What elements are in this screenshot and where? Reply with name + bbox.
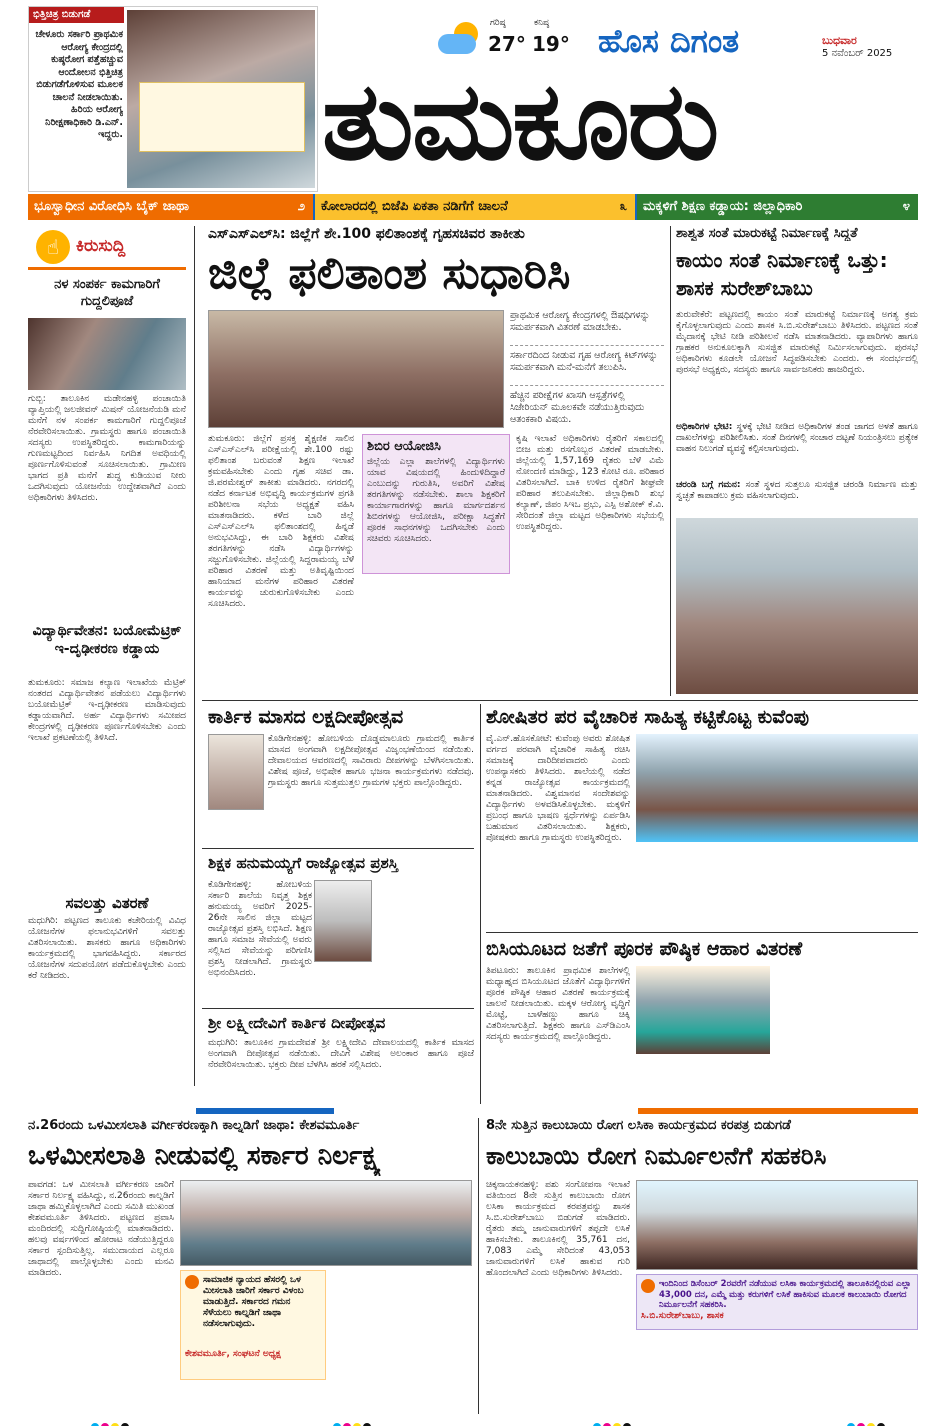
photo-box (28, 6, 318, 192)
lead-box (362, 434, 510, 574)
kiru-headline-1: ನಳ ಸಂಪರ್ಕ ಕಾಮಗಾರಿಗೆ ಗುದ್ದಲಿಪೂಜೆ (54, 277, 160, 309)
lead-bullet: ಸರ್ಕಾರದಿಂದ ನೀಡುವ ಗೃಹ ಆರೋಗ್ಯ ಕಿಟ್‌ಗಳನ್ನು ಸಮರ್ಪಕವಾಗಿ ಮನೆ-ಮನೆಗೆ ತಲುಪಿಸಿ. (510, 350, 664, 386)
teaser-page: ೩ (619, 199, 627, 214)
olameesalu-photo (180, 1180, 472, 1266)
olameesalu-quote-box (180, 1270, 326, 1380)
olameesalu-body: ಪಾವಗಡ: ಒಳ ಮೀಸಲಾತಿ ವರ್ಗೀಕರಣ ಜಾರಿಗೆ ಸರ್ಕಾರ ನಿರ್ಲಕ್ಷ್ಯ ವಹಿಸಿದ್ದು, ನ.26ರಂದು ಕಾಲ್ನಡಿಗೆ ಜಾಥಾ ಹಮ್ಮಿಕೊಳ್ಳಲಾಗಿದೆ ಎಂದು ಸಮಿತಿ ಮುಖಂಡ ಕೇಶವಮೂರ್ತಿ ತಿಳಿಸಿದರು. ಪಟ್ಟಣದ ಪ್ರವಾಸಿ ಮಂದಿರದಲ್ಲಿ ಸುದ್ದಿಗೋಷ್ಠಿಯಲ್ಲಿ ಮಾತನಾಡಿದರು. ಹಲವು ವರ್ಷಗಳಿಂದ ಹೋರಾಟ ನಡೆಯುತ್ತಿದ್ದರೂ ಸರ್ಕಾರ ಸ್ಪಂದಿಸುತ್ತಿಲ್ಲ. ಸಮುದಾಯದ ಎಲ್ಲರೂ ಜಾಥಾದಲ್ಲಿ ಪಾಲ್ಗೊಳ್ಳಬೇಕು ಎಂದು ಮನವಿ ಮಾಡಿದರು. (28, 1180, 174, 1278)
weather-max-label: ಗರಿಷ್ಠ (490, 18, 506, 28)
print-marks (90, 1416, 150, 1426)
print-marks (332, 1416, 392, 1426)
olameesalu-quote-by: ಕೇಶವಮೂರ್ತಿ, ಸಂಘಟನೆ ಅಧ್ಯಕ್ಷ (185, 1349, 281, 1359)
hand-icon: ☝ (36, 230, 70, 264)
teaser-text: ಕೋಲಾರದಲ್ಲಿ ಬಿಜೆಪಿ ಏಕತಾ ನಡಿಗೆಗೆ ಚಾಲನೆ (321, 199, 508, 214)
paper-logo: ಹೊಸ ದಿಗಂತ (598, 22, 740, 60)
santhe-photo (676, 518, 918, 694)
kalubai-body-cont (636, 1334, 918, 1412)
kuvempu-photo (636, 734, 918, 842)
karthika-photo (208, 734, 264, 810)
lakshmi-story (202, 1012, 474, 1104)
lead-bullets (510, 310, 664, 428)
print-marks (592, 1416, 652, 1426)
santhe-body: ತುರುವೇಕೆರೆ: ಪಟ್ಟಣದಲ್ಲಿ ಕಾಯಂ ಸಂತೆ ಮಾರುಕಟ್ಟೆ ನಿರ್ಮಾಣಕ್ಕೆ ಅಗತ್ಯ ಕ್ರಮ ಕೈಗೊಳ್ಳಲಾಗುವುದು ಎಂದು ಶಾಸಕ ಸಿ.ಬಿ.ಸುರೇಶ್‌ಬಾಬು ತಿಳಿಸಿದರು. ಪಟ್ಟಣದ ಸಂತೆ ಮೈದಾನಕ್ಕೆ ಭೇಟಿ ನೀಡಿ ಪರಿಶೀಲನೆ ನಡೆಸಿ ಮಾತನಾಡಿದರು. ವ್ಯಾಪಾರಿಗಳು ಹಾಗೂ ಗ್ರಾಹಕರ ಅನುಕೂಲಕ್ಕಾಗಿ ಸುಸಜ್ಜಿತ ಮಾರುಕಟ್ಟೆ ನಿರ್ಮಿಸಲಾಗುವುದು. ಪುರಸಭೆ ಅಧಿಕಾರಿಗಳು ಕೂಡಲೇ ಯೋಜನೆ ಸಿದ್ಧಪಡಿಸಬೇಕು ಎಂದರು. ಈ ಸಂದರ್ಭದಲ್ಲಿ ಪುರಸಭೆ ಅಧ್ಯಕ್ಷರು, ಸದಸ್ಯರು ಹಾಗೂ ಸಾರ್ವಜನಿಕರು ಹಾಜರಿದ್ದರು. (676, 310, 918, 375)
masthead-city: ತುಮಕೂರು (322, 59, 718, 184)
lead-box-title: ಶಿಬಿರ ಆಯೋಜಿಸಿ (367, 439, 441, 454)
print-marks (846, 1416, 906, 1426)
shikshaka-headline: ಶಿಕ್ಷಕ ಹನುಮಯ್ಯಗೆ ರಾಜ್ಯೋತ್ಸವ ಪ್ರಶಸ್ತಿ (208, 854, 399, 872)
lead-bullet: ಹೆಚ್ಚಿನ ಪರೀಕ್ಷೆಗಳ ಖಾಸಗಿ ಆಸ್ಪತ್ರೆಗಳಲ್ಲಿ ಸಿಜೇರಿಯನ್ ಮೂಲಕವೇ ನಡೆಯುತ್ತಿರುವುದು ಆತಂಕಕಾರಿ ವಿಷಯ. (510, 390, 645, 425)
santhe-sub1 (676, 422, 918, 478)
kiru-brand-label: ಕಿರುಸುದ್ದಿ (76, 236, 126, 256)
olameesalu-headline: ಒಳಮೀಸಲಾತಿ ನೀಡುವಲ್ಲಿ ಸರ್ಕಾರ ನಿರ್ಲಕ್ಷ್ಯ (28, 1141, 382, 1171)
bisiyoota-headline: ಬಿಸಿಯೂಟದ ಜತೆಗೆ ಪೂರಕ ಪೌಷ್ಠಿಕ ಆಹಾರ ವಿತರಣೆ (486, 938, 803, 960)
santhe-sub2-text: ಸಂತೆ ಸ್ಥಳದ ಸುತ್ತಲೂ ಸುಸಜ್ಜಿತ ಚರಂಡಿ ನಿರ್ಮಾಣ ಮತ್ತು ಸ್ವಚ್ಛತೆ ಕಾಪಾಡಲು ಕ್ರಮ ವಹಿಸಲಾಗುವುದು. (676, 480, 918, 501)
santhe-sub2-label: ಚರಂಡಿ ಬಗ್ಗೆ ಗಮನ: (676, 480, 746, 490)
weather-max: 27° (488, 32, 526, 56)
olameesalu-quote: ಸಾಮಾಜಿಕ ನ್ಯಾಯದ ಹೆಸರಲ್ಲಿ ಒಳ ಮೀಸಲಾತಿ ಜಾರಿಗೆ ಸರ್ಕಾರ ವಿಳಂಬ ಮಾಡುತ್ತಿದೆ. ಸರ್ಕಾರದ ಗಮನ ಸೆಳೆಯಲು ಕಾಲ್ನಡಿಗೆ ಜಾಥಾ ನಡೆಸಲಾಗುವುದು. (203, 1275, 304, 1329)
lead-headline: ಜಿಲ್ಲೆ ಫಲಿತಾಂಶ ಸುಧಾರಿಸಿ (208, 248, 571, 299)
kiru-body-3: ಮಧುಗಿರಿ: ಪಟ್ಟಣದ ತಾಲೂಕು ಕಚೇರಿಯಲ್ಲಿ ವಿವಿಧ ಯೋಜನೆಗಳ ಫಲಾನುಭವಿಗಳಿಗೆ ಸವಲತ್ತು ವಿತರಿಸಲಾಯಿತು. ಶಾಸಕರು ಹಾಗೂ ಅಧಿಕಾರಿಗಳು ಕಾರ್ಯಕ್ರಮದಲ್ಲಿ ಭಾಗವಹಿಸಿದ್ದರು. ಸರ್ಕಾರದ ಯೋಜನೆಗಳ ಸದುಪಯೋಗ ಪಡೆದುಕೊಳ್ಳಬೇಕು ಎಂದು ಕರೆ ನೀಡಿದರು. (28, 916, 186, 981)
lead-kicker: ಎಸ್‌ಎಸ್‌ಎಲ್‌ಸಿ: ಜಿಲ್ಲೆಗೆ ಶೇ.100 ಫಲಿತಾಂಶಕ್ಕೆ ಗೃಹಸಚಿವರ ತಾಕೀತು (208, 226, 525, 242)
bisiyoota-photo (636, 966, 770, 1054)
kalubai-headline: ಕಾಲುಬಾಯಿ ರೋಗ ನಿರ್ಮೂಲನೆಗೆ ಸಹಕರಿಸಿ (486, 1142, 827, 1170)
photo-box-image (127, 10, 315, 188)
kalubai-quote-by: ಸಿ.ಬಿ.ಸುರೇಶ್‌ಬಾಬು, ಶಾಸಕ (641, 1311, 724, 1321)
quote-icon (185, 1275, 199, 1289)
lead-bullet: ಪ್ರಾಥಮಿಕ ಆರೋಗ್ಯ ಕೇಂದ್ರಗಳಲ್ಲಿ ಔಷಧಿಗಳನ್ನು ಸಮರ್ಪಕವಾಗಿ ವಿತರಣೆ ಮಾಡಬೇಕು. (510, 310, 664, 346)
section-bar (196, 1108, 334, 1114)
masthead-date: 5 ನವೆಂಬರ್ 2025 (822, 48, 893, 59)
kiru-headline-2: ವಿದ್ಯಾರ್ಥಿವೇತನ: ಬಯೋಮೆಟ್ರಿಕ್ ಇ-ದೃಢೀಕರಣ ಕಡ್ಡಾಯ (32, 623, 182, 657)
lakshmi-headline: ಶ್ರೀ ಲಕ್ಷ್ಮೀದೇವಿಗೆ ಕಾರ್ತಿಕ ದೀಪೋತ್ಸವ (208, 1014, 386, 1032)
lead-photo (208, 310, 504, 428)
teaser-item[interactable] (637, 194, 918, 220)
cloud-sun-icon (436, 22, 482, 56)
kalubai-kicker: 8ನೇ ಸುತ್ತಿನ ಕಾಲುಬಾಯಿ ರೋಗ ಲಸಿಕಾ ಕಾರ್ಯಕ್ರಮದ ಕರಪತ್ರ ಬಿಡುಗಡೆ (486, 1118, 791, 1133)
karthika-body: ಕೊಡಿಗೇನಹಳ್ಳಿ: ಹೋಬಳಿಯ ದೊಡ್ಡಮಾಲೂರು ಗ್ರಾಮದಲ್ಲಿ ಕಾರ್ತಿಕ ಮಾಸದ ಅಂಗವಾಗಿ ಲಕ್ಷದೀಪೋತ್ಸವ ವಿಜೃಂಭಣೆಯಿಂದ ನಡೆಯಿತು. ದೇವಾಲಯದ ಆವರಣದಲ್ಲಿ ಸಾವಿರಾರು ದೀಪಗಳನ್ನು ಬೆಳಗಿಸಲಾಯಿತು. ವಿಶೇಷ ಪೂಜೆ, ಅಭಿಷೇಕ ಹಾಗೂ ಭಜನಾ ಕಾರ್ಯಕ್ರಮಗಳು ನಡೆದವು. ಗ್ರಾಮಸ್ಥರು ಹಾಗೂ ಸುತ್ತಮುತ್ತಲ ಗ್ರಾಮಗಳ ಭಕ್ತರು ಪಾಲ್ಗೊಂಡಿದ್ದರು. (268, 734, 474, 788)
teaser-text: ಮಕ್ಕಳಿಗೆ ಶಿಕ್ಷಣ ಕಡ್ಡಾಯ: ಜಿಲ್ಲಾಧಿಕಾರಿ (643, 199, 803, 214)
kalubai-quote: ಇಂದಿನಿಂದ ಡಿಸೆಂಬರ್ 2ರವರೆಗೆ ನಡೆಯುವ ಲಸಿಕಾ ಕಾರ್ಯಕ್ರಮದಲ್ಲಿ ತಾಲೂಕಿನಲ್ಲಿರುವ ಎಲ್ಲಾ 43,000 ದನ, ಎಮ್ಮೆ ಮತ್ತು ಕರುಗಳಿಗೆ ಲಸಿಕೆ ಹಾಕಿಸುವ ಮೂಲಕ ಕಾಲುಬಾಯಿ ರೋಗದ ನಿರ್ಮೂಲನೆಗೆ ಸಹಕರಿಸಿ. (659, 1279, 912, 1310)
weather-min-label: ಕನಿಷ್ಠ (534, 18, 550, 28)
santhe-sub1-label: ಅಧಿಕಾರಿಗಳ ಭೇಟಿ: (676, 422, 737, 432)
santhe-sub1-text: ಸ್ಥಳಕ್ಕೆ ಭೇಟಿ ನೀಡಿದ ಅಧಿಕಾರಿಗಳ ತಂಡ ಜಾಗದ ಅಳತೆ ಹಾಗೂ ದಾಖಲೆಗಳನ್ನು ಪರಿಶೀಲಿಸಿತು. ಸಂತೆ ದಿನಗಳಲ್ಲಿ ಸಂಚಾರ ದಟ್ಟಣೆ ನಿಯಂತ್ರಿಸಲು ಪ್ರತ್ಯೇಕ ವಾಹನ ನಿಲುಗಡೆ ವ್ಯವಸ್ಥೆ ಕಲ್ಪಿಸಲಾಗುವುದು. (676, 422, 918, 454)
kuvempu-headline: ಶೋಷಿತರ ಪರ ವೈಚಾರಿಕ ಸಾಹಿತ್ಯ ಕಟ್ಟಿಕೊಟ್ಟ ಕುವೆಂಪು (486, 706, 810, 728)
bisiyoota-side (776, 966, 918, 1102)
section-rule (202, 700, 918, 701)
quote-icon (641, 1279, 655, 1293)
column-divider (478, 1118, 479, 1414)
santhe-sub2 (676, 480, 918, 512)
santhe-story (676, 226, 918, 696)
santhe-headline: ಕಾಯಂ ಸಂತೆ ನಿರ್ಮಾಣಕ್ಕೆ ಒತ್ತು: ಶಾಸಕ ಸುರೇಶ್‌ಬಾಬು (676, 248, 888, 300)
shikshaka-story (202, 852, 474, 1006)
kuvempu-body: ವೈ.ಎನ್.ಹೊಸಕೋಟೆ: ಕುವೆಂಪು ಅವರು ಶೋಷಿತ ವರ್ಗದ ಪರವಾಗಿ ವೈಚಾರಿಕ ಸಾಹಿತ್ಯ ರಚಿಸಿ ಸಮಾಜಕ್ಕೆ ದಾರಿದೀಪವಾದರು ಎಂದು ಉಪನ್ಯಾಸಕರು ತಿಳಿಸಿದರು. ಶಾಲೆಯಲ್ಲಿ ನಡೆದ ಕನ್ನಡ ರಾಜ್ಯೋತ್ಸವ ಕಾರ್ಯಕ್ರಮದಲ್ಲಿ ಮಾತನಾಡಿದರು. ವಿಶ್ವಮಾನವ ಸಂದೇಶವನ್ನು ವಿದ್ಯಾರ್ಥಿಗಳು ಅಳವಡಿಸಿಕೊಳ್ಳಬೇಕು. ಮಕ್ಕಳಿಗೆ ಪ್ರಬಂಧ ಹಾಗೂ ಭಾಷಣ ಸ್ಪರ್ಧೆಗಳನ್ನು ಏರ್ಪಡಿಸಿ ಬಹುಮಾನ ವಿತರಿಸಲಾಯಿತು. ಶಿಕ್ಷಕರು, ಪೋಷಕರು ಹಾಗೂ ಗ್ರಾಮಸ್ಥರು ಉಪಸ್ಥಿತರಿದ್ದರು. (486, 734, 630, 843)
lead-body-2: ಕೃಷಿ ಇಲಾಖೆ ಅಧಿಕಾರಿಗಳು ರೈತರಿಗೆ ಸಕಾಲದಲ್ಲಿ ಬೀಜ ಮತ್ತು ರಸಗೊಬ್ಬರ ವಿತರಣೆ ಮಾಡಬೇಕು. ಜಿಲ್ಲೆಯಲ್ಲಿ 1,57,169 ರೈತರು ಬೆಳೆ ವಿಮೆ ನೋಂದಣಿ ಮಾಡಿದ್ದು, 123 ಕೋಟಿ ರೂ. ಪರಿಹಾರ ವಿತರಿಸಲಾಗಿದೆ. ಬಾಕಿ ಉಳಿದ ರೈತರಿಗೆ ಶೀಘ್ರವೇ ಪರಿಹಾರ ತಲುಪಿಸಬೇಕು. ಜಿಲ್ಲಾಧಿಕಾರಿ ಶುಭ ಕಲ್ಯಾಣ್, ಜಿಪಂ ಸಿಇಒ ಪ್ರಭು, ಎಸ್ಪಿ ಅಶೋಕ್ ಕೆ.ವಿ. ಸೇರಿದಂತೆ ಜಿಲ್ಲಾ ಮಟ್ಟದ ಅಧಿಕಾರಿಗಳು ಸಭೆಯಲ್ಲಿ ಉಪಸ್ಥಿತರಿದ್ದರು. (516, 434, 664, 532)
section-bar (638, 1108, 918, 1114)
kiru-body-2: ತುಮಕೂರು: ಸಮಾಜ ಕಲ್ಯಾಣ ಇಲಾಖೆಯ ಮೆಟ್ರಿಕ್ ನಂತರದ ವಿದ್ಯಾರ್ಥಿವೇತನ ಪಡೆಯಲು ವಿದ್ಯಾರ್ಥಿಗಳು ಬಯೋಮೆಟ್ರಿಕ್ ಇ-ದೃಢೀಕರಣ ಮಾಡಿಸುವುದು ಕಡ್ಡಾಯವಾಗಿದೆ. ಅರ್ಹ ವಿದ್ಯಾರ್ಥಿಗಳು ಸಮೀಪದ ಕೇಂದ್ರಗಳಲ್ಲಿ ದೃಢೀಕರಣ ಪೂರ್ಣಗೊಳಿಸಬೇಕು ಎಂದು ಇಲಾಖೆ ಪ್ರಕಟಣೆಯಲ್ಲಿ ತಿಳಿಸಿದೆ. (28, 678, 186, 743)
kiru-body-1: ಗುಬ್ಬಿ: ತಾಲೂಕಿನ ಮಡೇನಹಳ್ಳಿ ಪಂಚಾಯಿತಿ ವ್ಯಾಪ್ತಿಯಲ್ಲಿ ಜಲಜೀವನ್ ಮಿಷನ್ ಯೋಜನೆಯಡಿ ಮನೆ ಮನೆಗೆ ನಳ ಸಂಪರ್ಕ ಕಾಮಗಾರಿಗೆ ಗುದ್ದಲಿಪೂಜೆ ನೆರವೇರಿಸಲಾಯಿತು. ಗ್ರಾಮಸ್ಥರು ಹಾಗೂ ಪಂಚಾಯಿತಿ ಸದಸ್ಯರು ಉಪಸ್ಥಿತರಿದ್ದರು. ಕಾಮಗಾರಿಯನ್ನು ಗುಣಮಟ್ಟದಿಂದ ನಿರ್ವಹಿಸಿ ನಿಗದಿತ ಅವಧಿಯಲ್ಲಿ ಪೂರ್ಣಗೊಳಿಸುವಂತೆ ಸೂಚಿಸಲಾಯಿತು. ಗ್ರಾಮೀಣ ಭಾಗದ ಪ್ರತಿ ಮನೆಗೆ ಶುದ್ಧ ಕುಡಿಯುವ ನೀರು ಒದಗಿಸುವುದು ಯೋಜನೆಯ ಉದ್ದೇಶವಾಗಿದೆ ಎಂದು ಅಧಿಕಾರಿಗಳು ತಿಳಿಸಿದರು. (28, 394, 186, 503)
karthika-headline: ಕಾರ್ತಿಕ ಮಾಸದ ಲಕ್ಷದೀಪೋತ್ಸವ (208, 706, 404, 728)
teaser-page: ೪ (902, 199, 910, 214)
kuvempu-body-cont (636, 846, 918, 926)
lead-story (202, 226, 664, 696)
kiru-suddi-column (28, 226, 186, 1086)
olameesalu-body-cont (332, 1270, 472, 1412)
kalubai-body: ಚಿಕ್ಕನಾಯಕನಹಳ್ಳಿ: ಪಶು ಸಂಗೋಪನಾ ಇಲಾಖೆ ವತಿಯಿಂದ 8ನೇ ಸುತ್ತಿನ ಕಾಲುಬಾಯಿ ರೋಗ ಲಸಿಕಾ ಕಾರ್ಯಕ್ರಮದ ಕರಪತ್ರವನ್ನು ಶಾಸಕ ಸಿ.ಬಿ.ಸುರೇಶ್‌ಬಾಬು ಬಿಡುಗಡೆ ಮಾಡಿದರು. ರೈತರು ತಮ್ಮ ಜಾನುವಾರುಗಳಿಗೆ ತಪ್ಪದೇ ಲಸಿಕೆ ಹಾಕಿಸಬೇಕು. ತಾಲೂಕಿನಲ್ಲಿ 35,761 ದನ, 7,083 ಎಮ್ಮೆ ಸೇರಿದಂತೆ 43,053 ಜಾನುವಾರುಗಳಿಗೆ ಲಸಿಕೆ ಹಾಕುವ ಗುರಿ ಹೊಂದಲಾಗಿದೆ ಎಂದು ಅಧಿಕಾರಿಗಳು ತಿಳಿಸಿದರು. (486, 1180, 630, 1278)
column-divider (194, 226, 195, 1086)
kiru-headline-3: ಸವಲತ್ತು ವಿತರಣೆ (65, 894, 149, 912)
column-divider (480, 704, 481, 1104)
photo-box-caption: ಚೇಳೂರು ಸರ್ಕಾರಿ ಪ್ರಾಥಮಿಕ ಆರೋಗ್ಯ ಕೇಂದ್ರದಲ್ಲಿ ಕುಷ್ಠರೋಗ ಪತ್ತೆಹಚ್ಚುವ ಆಂದೋಲನ ಭಿತ್ತಿಚಿತ್ರ ಬಿಡುಗಡೆಗೊಳಿಸುವ ಮೂಲಕ ಚಾಲನೆ ನೀಡಲಾಯಿತು. ಹಿರಿಯ ಆರೋಗ್ಯ ನಿರೀಕ್ಷಣಾಧಿಕಾರಿ ಡಿ.ಎನ್. ಇದ್ದರು. (35, 29, 123, 140)
teaser-item[interactable] (315, 194, 635, 220)
kuvempu-story (486, 704, 918, 930)
kalubai-photo (636, 1180, 918, 1270)
lead-box-text: ಜಿಲ್ಲೆಯ ಎಲ್ಲಾ ಶಾಲೆಗಳಲ್ಲಿ ವಿದ್ಯಾರ್ಥಿಗಳು ಯಾವ ವಿಷಯದಲ್ಲಿ ಹಿಂದುಳಿದಿದ್ದಾರೆ ಎಂಬುದನ್ನು ಗುರುತಿಸಿ, ಅವರಿಗೆ ವಿಶೇಷ ತರಗತಿಗಳನ್ನು ನಡೆಸಬೇಕು. ಶಾಲಾ ಶಿಕ್ಷಕರಿಗೆ ಕಾರ್ಯಾಗಾರಗಳನ್ನು ಹಾಗೂ ಮಾರ್ಗದರ್ಶನ ಶಿಬಿರಗಳನ್ನು ಆಯೋಜಿಸಿ, ಪರೀಕ್ಷಾ ಸಿದ್ಧತೆಗೆ ಪೂರಕ ಸಾಧನಗಳನ್ನು ಒದಗಿಸಬೇಕು ಎಂದು ಸಚಿವರು ಸೂಚಿಸಿದರು. (367, 457, 505, 544)
kalubai-story (486, 1118, 918, 1414)
photo-box-tag: ಭಿತ್ತಿಚಿತ್ರ ಬಿಡುಗಡೆ (29, 7, 124, 23)
weather-min: 19° (532, 32, 570, 56)
bisiyoota-story (486, 936, 918, 1104)
masthead-day: ಬುಧವಾರ (822, 34, 857, 47)
karthika-story (202, 704, 474, 844)
santhe-kicker: ಶಾಶ್ವತ ಸಂತೆ ಮಾರುಕಟ್ಟೆ ನಿರ್ಮಾಣಕ್ಕೆ ಸಿದ್ಧತೆ (676, 226, 858, 241)
column-divider (670, 226, 671, 696)
lakshmi-body: ಮಧುಗಿರಿ: ತಾಲೂಕಿನ ಗ್ರಾಮದೇವತೆ ಶ್ರೀ ಲಕ್ಷ್ಮೀದೇವಿ ದೇವಾಲಯದಲ್ಲಿ ಕಾರ್ತಿಕ ಮಾಸದ ಅಂಗವಾಗಿ ದೀಪೋತ್ಸವ ನಡೆಯಿತು. ದೇವಿಗೆ ವಿಶೇಷ ಅಲಂಕಾರ ಹಾಗೂ ಪೂಜೆ ನೆರವೇರಿಸಲಾಯಿತು. ಭಕ್ತರು ದೀಪ ಬೆಳಗಿಸಿ ಹರಕೆ ಸಲ್ಲಿಸಿದರು. (208, 1038, 474, 1070)
teaser-item[interactable] (28, 194, 313, 220)
teaser-page: ೨ (297, 199, 305, 214)
olameesalu-story (28, 1118, 472, 1414)
weather-widget (436, 18, 570, 60)
teaser-strip (28, 194, 918, 220)
kiru-photo (28, 318, 186, 390)
bisiyoota-body: ತಿಪಟೂರು: ತಾಲೂಕಿನ ಪ್ರಾಥಮಿಕ ಶಾಲೆಗಳಲ್ಲಿ ಮಧ್ಯಾಹ್ನದ ಬಿಸಿಯೂಟದ ಜೊತೆಗೆ ವಿದ್ಯಾರ್ಥಿಗಳಿಗೆ ಪೂರಕ ಪೌಷ್ಠಿಕ ಆಹಾರ ವಿತರಣೆ ಕಾರ್ಯಕ್ರಮಕ್ಕೆ ಚಾಲನೆ ನೀಡಲಾಯಿತು. ಮಕ್ಕಳ ಆರೋಗ್ಯ ವೃದ್ಧಿಗೆ ಮೊಟ್ಟೆ, ಬಾಳೆಹಣ್ಣು ಹಾಗೂ ಚಿಕ್ಕಿ ವಿತರಿಸಲಾಗುತ್ತಿದೆ. ಶಿಕ್ಷಕರು ಹಾಗೂ ಎಸ್‌ಡಿಎಂಸಿ ಸದಸ್ಯರು ಕಾರ್ಯಕ್ರಮದಲ್ಲಿ ಪಾಲ್ಗೊಂಡಿದ್ದರು. (486, 966, 630, 1042)
lead-body-1: ತುಮಕೂರು: ಜಿಲ್ಲೆಗೆ ಪ್ರಸಕ್ತ ಶೈಕ್ಷಣಿಕ ಸಾಲಿನ ಎಸ್‌ಎಸ್‌ಎಲ್‌ಸಿ ಪರೀಕ್ಷೆಯಲ್ಲಿ ಶೇ.100 ರಷ್ಟು ಫಲಿತಾಂಶ ಬರುವಂತೆ ಶಿಕ್ಷಣ ಇಲಾಖೆ ಕ್ರಮವಹಿಸಬೇಕು ಎಂದು ಗೃಹ ಸಚಿವ ಡಾ. ಜಿ.ಪರಮೇಶ್ವರ್ ತಾಕೀತು ಮಾಡಿದರು. ನಗರದಲ್ಲಿ ನಡೆದ ಕರ್ನಾಟಕ ಅಭಿವೃದ್ಧಿ ಕಾರ್ಯಕ್ರಮಗಳ ಪ್ರಗತಿ ಪರಿಶೀಲನಾ ಸಭೆಯ ಅಧ್ಯಕ್ಷತೆ ವಹಿಸಿ ಮಾತನಾಡಿದರು. ಕಳೆದ ಬಾರಿ ಜಿಲ್ಲೆ ಎಸ್‌ಎಸ್‌ಎಲ್‌ಸಿ ಫಲಿತಾಂಶದಲ್ಲಿ ಹಿನ್ನಡೆ ಅನುಭವಿಸಿದ್ದು, ಈ ಬಾರಿ ಶಿಕ್ಷಕರು ವಿಶೇಷ ತರಗತಿಗಳನ್ನು ನಡೆಸಿ ವಿದ್ಯಾರ್ಥಿಗಳನ್ನು ಸಜ್ಜುಗೊಳಿಸಬೇಕು. ಜಿಲ್ಲೆಯಲ್ಲಿ ಸಿದ್ದರಾಮಯ್ಯ ಬೆಳೆ ಪರಿಹಾರ ವಿತರಣೆ ಮತ್ತು ಅತಿವೃಷ್ಟಿಯಿಂದ ಹಾನಿಯಾದ ಮನೆಗಳ ಪರಿಹಾರ ವಿತರಣೆ ಕಾರ್ಯವನ್ನು ಚುರುಕುಗೊಳಿಸಬೇಕು ಎಂದು ಸೂಚಿಸಿದರು. (208, 434, 354, 609)
section-rule (202, 848, 474, 849)
kalubai-quote-box (636, 1274, 918, 1330)
section-rule (202, 1008, 474, 1009)
teaser-text: ಭೂಸ್ವಾಧೀನ ವಿರೋಧಿಸಿ ಬೈಕ್ ಜಾಥಾ (34, 199, 190, 214)
kiru-brand (28, 226, 186, 270)
shikshaka-photo (314, 880, 372, 962)
shikshaka-body: ಕೊಡಿಗೇನಹಳ್ಳಿ: ಹೋಬಳಿಯ ಸರ್ಕಾರಿ ಶಾಲೆಯ ನಿವೃತ್ತ ಶಿಕ್ಷಕ ಹನುಮಯ್ಯ ಅವರಿಗೆ 2025-26ನೇ ಸಾಲಿನ ಜಿಲ್ಲಾ ಮಟ್ಟದ ರಾಜ್ಯೋತ್ಸವ ಪ್ರಶಸ್ತಿ ಲಭಿಸಿದೆ. ಶಿಕ್ಷಣ ಹಾಗೂ ಸಮಾಜ ಸೇವೆಯಲ್ಲಿ ಅವರು ಸಲ್ಲಿಸಿದ ಸೇವೆಯನ್ನು ಪರಿಗಣಿಸಿ ಪ್ರಶಸ್ತಿ ನೀಡಲಾಗಿದೆ. ಗ್ರಾಮಸ್ಥರು ಅಭಿನಂದಿಸಿದರು. (208, 880, 312, 978)
section-rule (486, 932, 918, 933)
olameesalu-kicker: ನ.26ರಂದು ಒಳಮೀಸಲಾತಿ ವರ್ಗೀಕರಣಕ್ಕಾಗಿ ಕಾಲ್ನಡಿಗೆ ಜಾಥಾ: ಕೇಶವಮೂರ್ತಿ (28, 1118, 360, 1133)
